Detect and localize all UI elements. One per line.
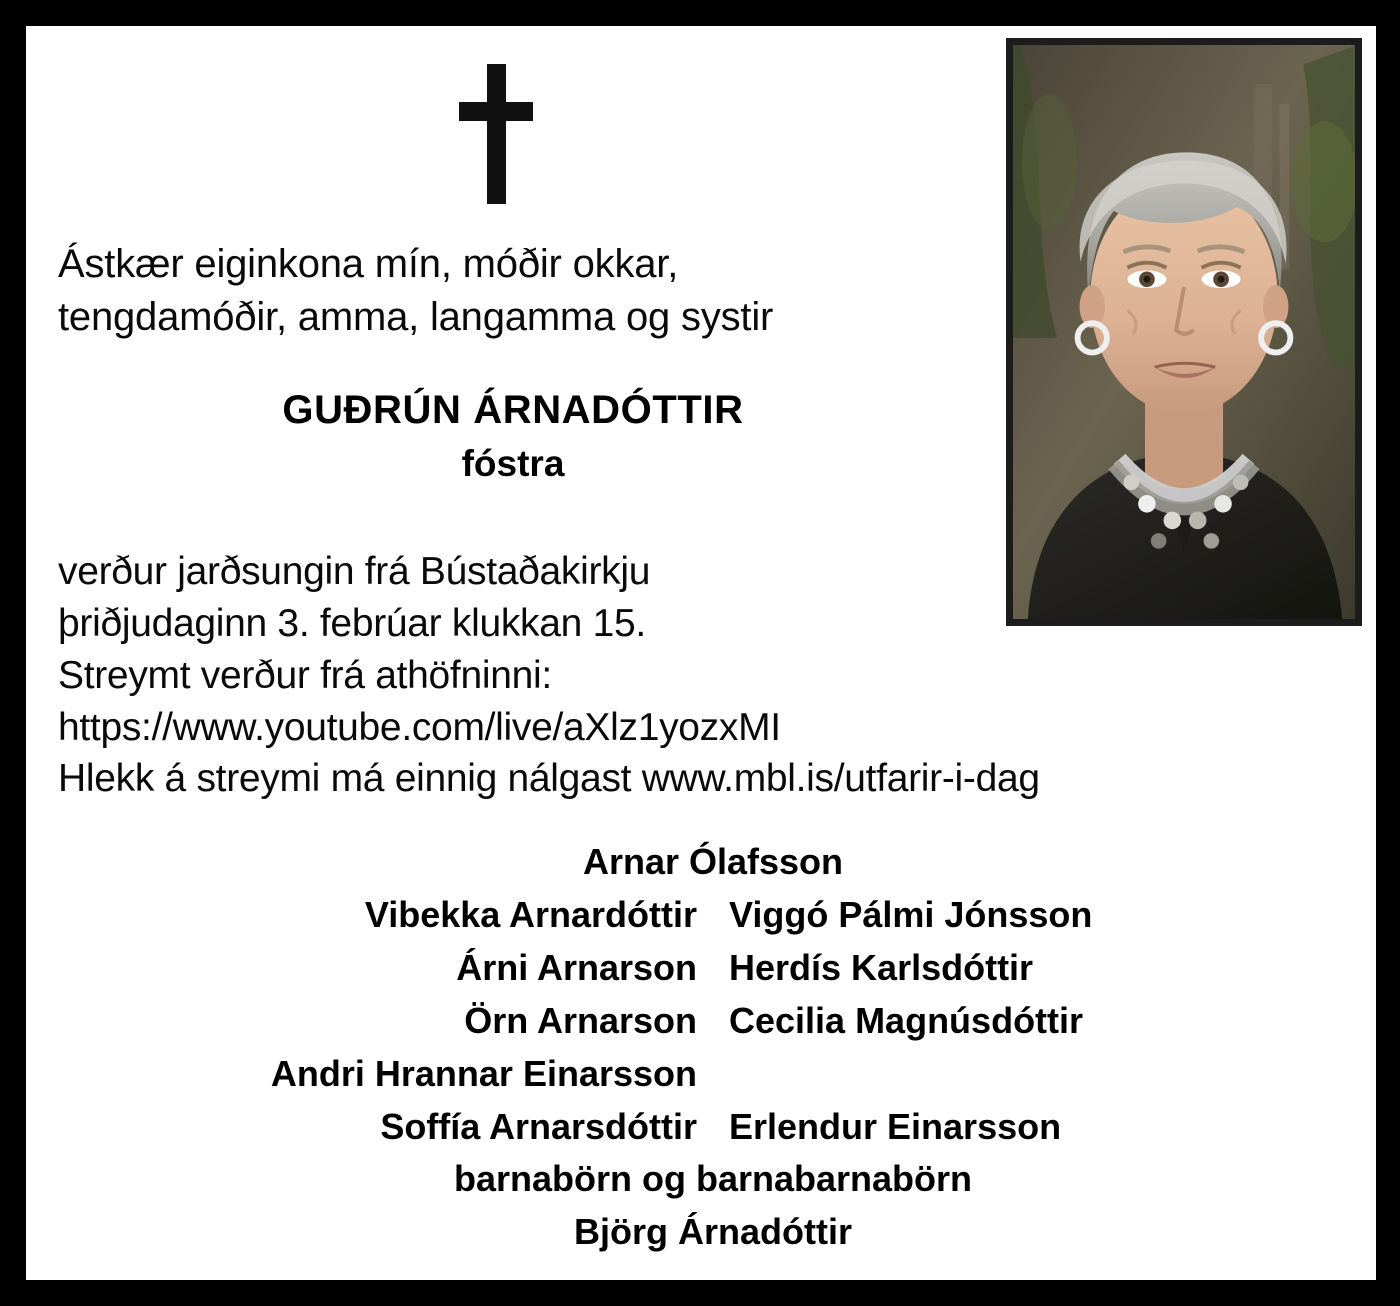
survivor-name-empty <box>713 1048 1368 1101</box>
survivor-row <box>58 836 1368 889</box>
cross-symbol-wrap <box>26 64 966 204</box>
survivor-name: Arnar Ólafsson <box>582 841 844 882</box>
detail-line: verður jarðsungin frá Bústaðakirkju <box>58 550 651 593</box>
detail-line: Streymt verður frá athöfninni: <box>58 653 552 697</box>
survivor-name: Örn Arnarson <box>464 999 697 1041</box>
survivor-name: Björg Árnadóttir <box>574 1211 852 1253</box>
survivor-name: Soffía Arnarsdóttir <box>380 1105 697 1147</box>
detail-line: þriðjudaginn 3. febrúar klukkan 15. <box>58 601 646 645</box>
detail-line: Hlekk á streymi má einnig nálgast www.mbl.is/utfarir-i-dag <box>58 757 1040 801</box>
intro-line: Ástkær eiginkona mín, móðir okkar, <box>58 242 679 286</box>
intro-text <box>58 238 958 344</box>
cross-vertical-bar <box>487 64 506 204</box>
survivor-name: Vibekka Arnardóttir <box>364 893 697 935</box>
portrait-image <box>1013 45 1355 619</box>
survivor-name: Árni Arnarson <box>456 946 697 988</box>
intro-line: tengdamóðir, amma, langamma og systir <box>58 294 774 339</box>
survivor-name: Erlendur Einarsson <box>729 1105 1062 1147</box>
survivor-row <box>58 995 1368 1048</box>
deceased-name: GUÐRÚN ÁRNADÓTTIR <box>282 388 744 432</box>
survivor-row <box>58 942 1368 995</box>
survivor-name: Herdís Karlsdóttir <box>729 946 1034 988</box>
survivor-row <box>58 1153 1368 1206</box>
survivor-row <box>58 1101 1368 1154</box>
stream-link[interactable]: https://www.youtube.com/live/aXlz1yozxMI <box>58 705 781 749</box>
survivor-name: barnabörn og barnabarnabörn <box>453 1158 973 1200</box>
survivor-name: Cecilia Magnúsdóttir <box>729 999 1084 1041</box>
latin-cross-icon <box>459 64 533 204</box>
deceased-block <box>58 386 968 486</box>
portrait-photo <box>1006 38 1362 626</box>
survivor-name: Andri Hrannar Einarsson <box>270 1052 697 1094</box>
survivors-list <box>58 836 1368 1259</box>
cross-horizontal-bar <box>459 102 533 121</box>
obituary-notice <box>26 26 1376 1280</box>
survivor-row <box>58 1048 1368 1101</box>
survivor-row <box>58 1206 1368 1259</box>
survivor-name: Viggó Pálmi Jónsson <box>729 893 1093 935</box>
survivor-row <box>58 889 1368 942</box>
deceased-role: fóstra <box>461 443 565 484</box>
